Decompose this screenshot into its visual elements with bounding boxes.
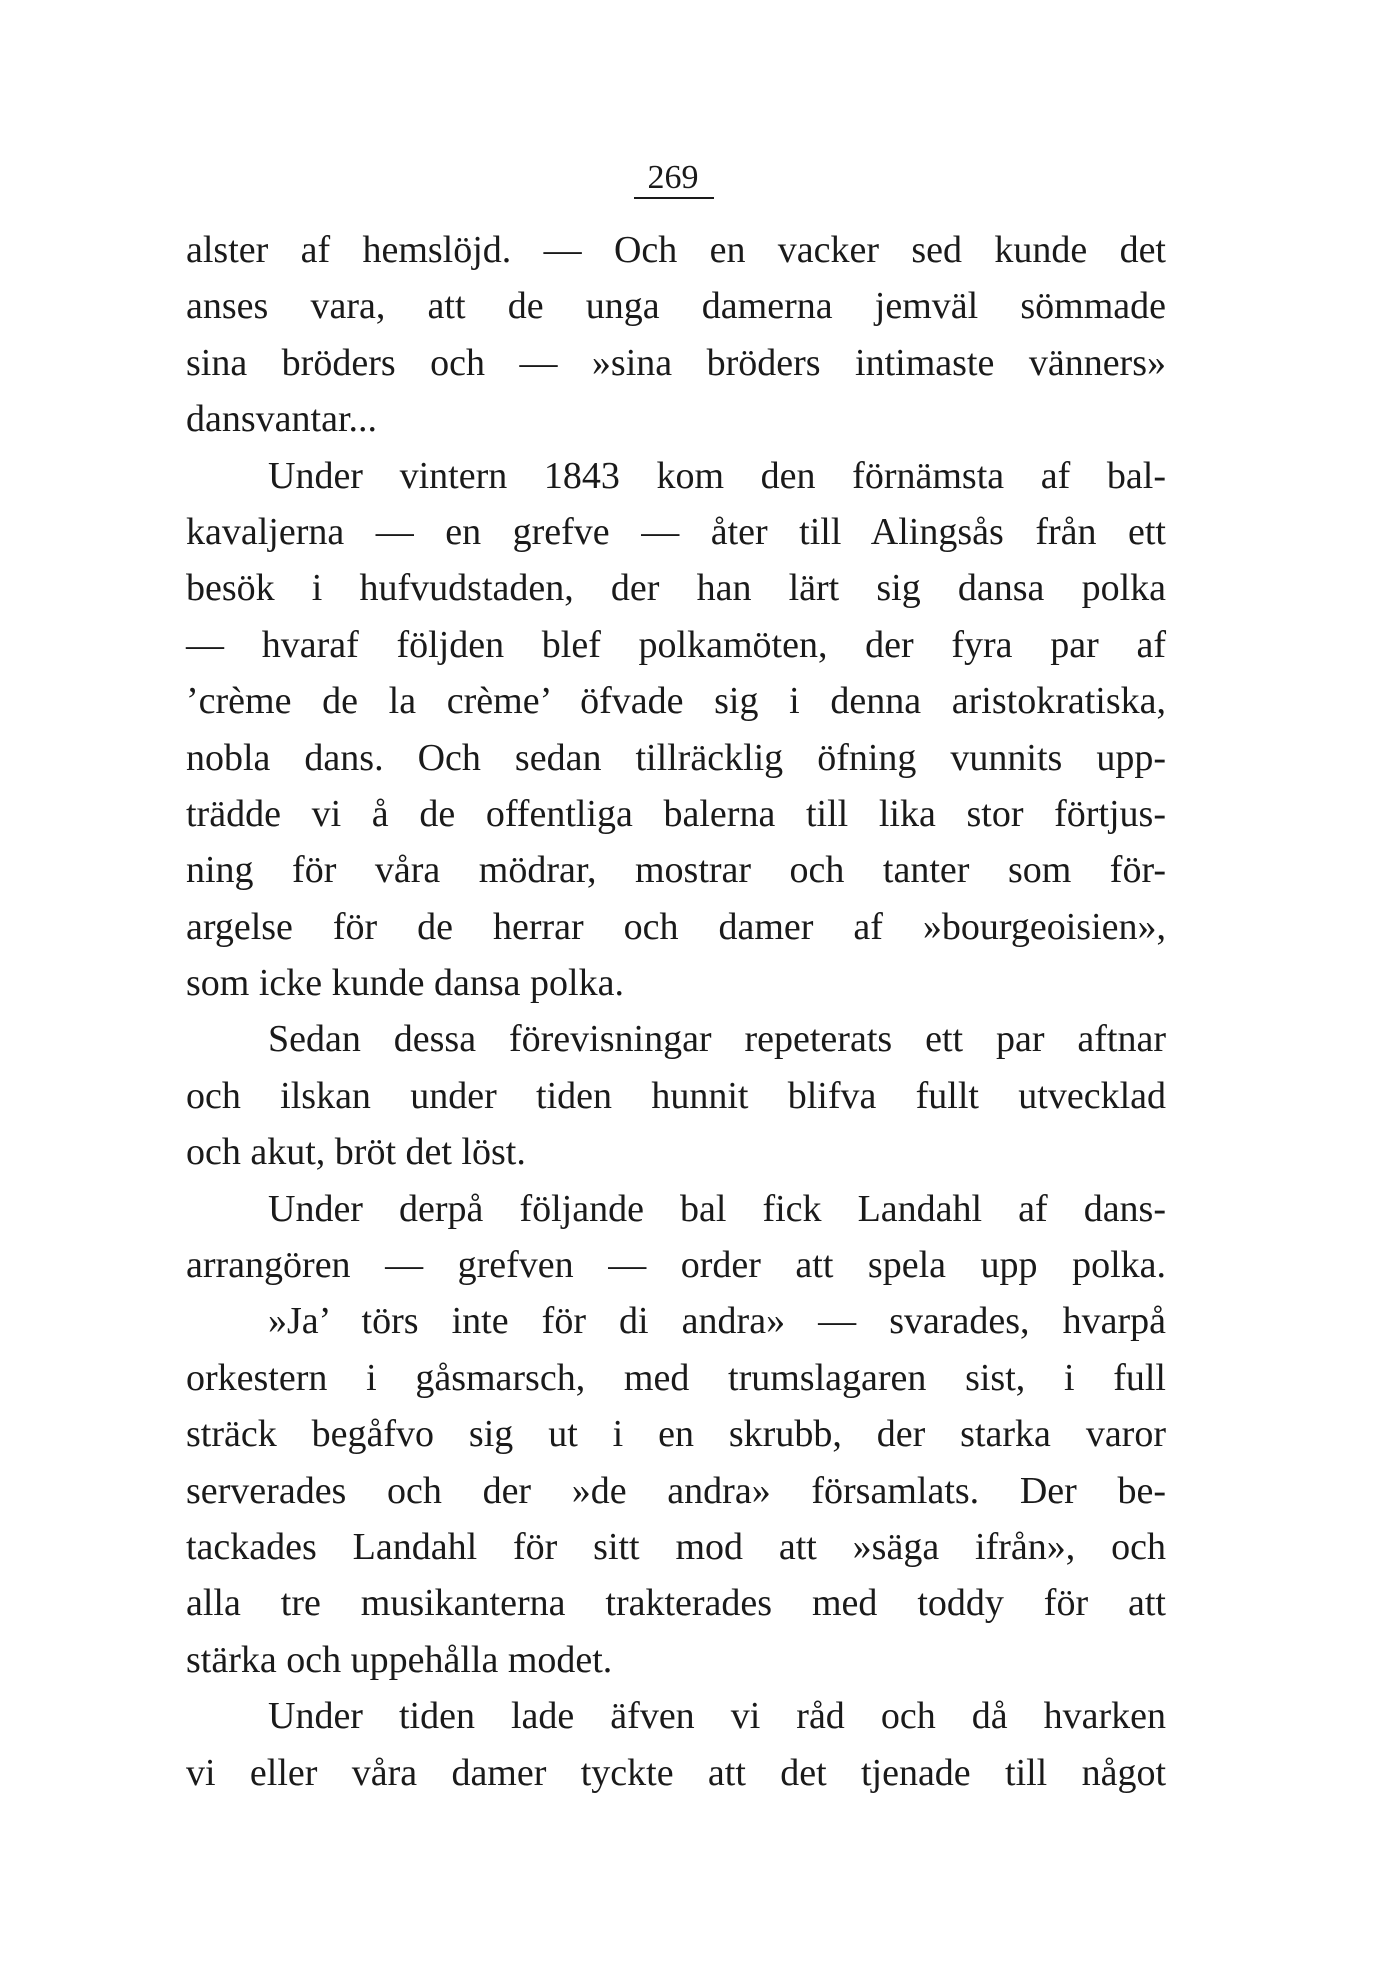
text-line: vi eller våra damer tyckte att det tjenade till något: [186, 1751, 1166, 1794]
text-line: Under vintern 1843 kom den förnämsta af bal-: [268, 454, 1166, 497]
text-line: ’crème de la crème’ öfvade sig i denna aristokratiska,: [186, 680, 1166, 723]
text-line: — hvaraf följden blef polkamöten, der fyra par af: [186, 623, 1166, 666]
text-line: besök i hufvudstaden, der han lärt sig dansa polka: [186, 567, 1166, 610]
text-line: Under tiden lade äfven vi råd och då hvarken: [268, 1695, 1166, 1738]
text-line: sträck begåfvo sig ut i en skrubb, der starka varor: [186, 1413, 1166, 1456]
text-line: dansvantar...: [186, 398, 378, 441]
text-line: ning för våra mödrar, mostrar och tanter som för-: [186, 849, 1166, 892]
text-line: och akut, bröt det löst.: [186, 1131, 526, 1174]
text-line: »Ja’ törs inte för di andra» — svarades, hvarpå: [268, 1300, 1166, 1343]
text-line: stärka och uppehålla modet.: [186, 1638, 613, 1681]
text-line: orkestern i gåsmarsch, med trumslagaren sist, i full: [186, 1356, 1166, 1399]
text-line: arrangören — grefven — order att spela upp polka.: [186, 1244, 1166, 1287]
text-line: anses vara, att de unga damerna jemväl sömmade: [186, 285, 1166, 328]
body-text: [186, 222, 1166, 1801]
text-line: kavaljerna — en grefve — åter till Alingsås från ett: [186, 510, 1166, 553]
page-number: 269: [647, 159, 699, 196]
text-line: Under derpå följande bal fick Landahl af dans-: [268, 1187, 1166, 1230]
text-line: tackades Landahl för sitt mod att »säga ifrån», och: [186, 1525, 1166, 1568]
text-line: alster af hemslöjd. — Och en vacker sed kunde det: [186, 229, 1166, 271]
text-line: trädde vi å de offentliga balerna till lika stor förtjus-: [186, 792, 1166, 835]
text-line: Sedan dessa förevisningar repeterats ett par aftnar: [268, 1018, 1166, 1061]
text-line: alla tre musikanterna trakterades med toddy för att: [186, 1582, 1166, 1625]
text-line: serverades och der »de andra» församlats. Der be-: [186, 1469, 1166, 1512]
page-number-rule: [634, 197, 714, 199]
text-line: som icke kunde dansa polka.: [186, 962, 624, 1005]
text-line: argelse för de herrar och damer af »bourgeoisien»,: [186, 905, 1166, 948]
text-line: nobla dans. Och sedan tillräcklig öfning vunnits upp-: [186, 736, 1166, 779]
text-line: och ilskan under tiden hunnit blifva fullt utvecklad: [186, 1074, 1166, 1117]
text-line: sina bröders och — »sina bröders intimaste vänners»: [186, 341, 1166, 384]
